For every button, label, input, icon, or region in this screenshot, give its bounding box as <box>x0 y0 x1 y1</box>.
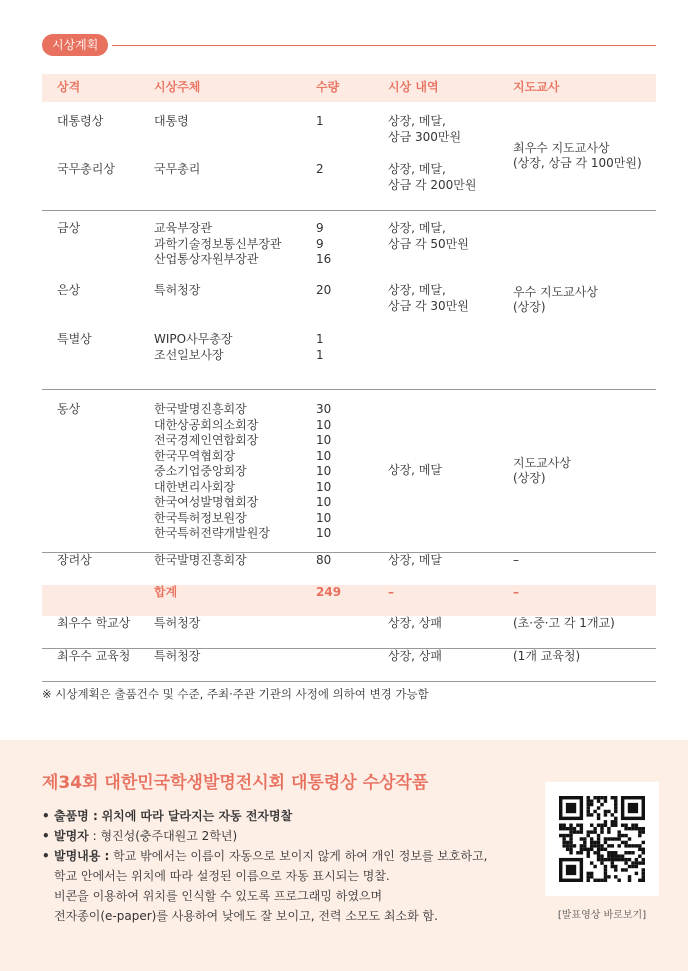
detail-line: 상장, 메달, <box>388 221 446 235</box>
winner-details <box>42 806 488 926</box>
section-header <box>42 34 656 56</box>
qty-line: 10 <box>316 448 332 463</box>
org-line: 대한상공회의소회장 <box>154 417 259 432</box>
cell-org <box>154 390 316 553</box>
org-line: 교육부장관 <box>154 221 212 235</box>
winner-desc-row <box>42 846 488 866</box>
cell-detail <box>388 273 513 327</box>
inventor-label: 발명자 <box>54 829 89 843</box>
total-label: 합계 <box>154 585 316 616</box>
table-row <box>42 553 656 586</box>
cell-detail <box>388 211 513 274</box>
section-divider <box>112 45 656 46</box>
table-header-row <box>42 74 656 102</box>
qr-code[interactable] <box>545 782 659 896</box>
org-line: 한국무역협회장 <box>154 448 236 463</box>
teacher-line: (상장) <box>513 471 546 485</box>
qty-line: 9 <box>316 221 324 235</box>
table-row <box>42 102 656 150</box>
cell-detail: 상장, 메달 <box>388 553 513 586</box>
qty-line: 10 <box>316 479 332 494</box>
cell-grade: 최우수 교육청 <box>42 649 154 682</box>
qty-line: 16 <box>316 252 332 266</box>
teacher-line: 우수 지도교사상 <box>513 284 598 299</box>
cell-org: 특허청장 <box>154 283 201 297</box>
cell-teacher <box>513 102 656 211</box>
winner-panel <box>0 740 688 971</box>
cell-org: 특허청장 <box>154 649 316 682</box>
cell-detail <box>388 327 513 390</box>
qty-line: 9 <box>316 236 324 251</box>
cell-teacher: (초·중·고 각 1개교) <box>513 616 656 649</box>
cell-grade: 동상 <box>42 390 154 553</box>
teacher-line: (상장, 상금 각 100만원) <box>513 156 642 170</box>
total-qty: 249 <box>316 585 388 616</box>
item-label: 출품명 : <box>54 809 98 823</box>
table-row <box>42 616 656 649</box>
cell-org: 국무총리 <box>154 162 201 176</box>
table-row <box>42 390 656 553</box>
teacher-line: 지도교사상 <box>513 455 571 470</box>
cell-detail: 상장, 메달 <box>388 390 513 553</box>
desc-label: 발명내용 : <box>54 849 110 863</box>
org-line: 산업통상자원부장관 <box>154 252 259 266</box>
qty-line: 10 <box>316 464 332 478</box>
footnote: ※ 시상계획은 출품건수 및 수준, 주최·주관 기관의 사정에 의하여 변경 가능함 <box>42 687 429 701</box>
table-row <box>42 211 656 274</box>
item-value: 위치에 따라 달라지는 자동 전자명찰 <box>101 809 293 823</box>
awards-table <box>42 74 656 682</box>
winner-inventor-row <box>42 826 488 846</box>
section-label: 시상계획 <box>42 34 108 56</box>
org-line: WIPO사무총장 <box>154 332 233 346</box>
cell-qty: 20 <box>316 283 332 297</box>
org-line: 과학기술정보통신부장관 <box>154 236 282 251</box>
col-header-org: 시상주체 <box>154 74 316 102</box>
org-line: 중소기업중앙회장 <box>154 464 247 478</box>
org-line: 대한변리사회장 <box>154 479 236 494</box>
cell-qty: 2 <box>316 162 324 176</box>
cell-grade: 국무총리상 <box>57 162 115 176</box>
cell-grade: 금상 <box>42 211 154 274</box>
col-header-qty: 수량 <box>316 74 388 102</box>
cell-qty <box>316 211 388 274</box>
desc-line: 학교 안에서는 위치에 따라 설정된 이름으로 자동 표시되는 명찰. <box>54 869 390 883</box>
detail-line: 상장, 메달, <box>388 162 446 176</box>
cell-grade: 장려상 <box>42 553 154 586</box>
org-line: 조선일보사장 <box>154 347 224 362</box>
qr-caption[interactable]: [발표영상 바로보기] <box>557 910 647 921</box>
winner-title: 제34회 대한민국학생발명전시회 대통령상 수상작품 <box>42 773 429 793</box>
org-line: 전국경제인연합회장 <box>154 433 259 447</box>
org-line: 한국여성발명협회장 <box>154 495 259 509</box>
bullet-icon: • <box>42 849 50 863</box>
qty-line: 1 <box>316 332 324 346</box>
org-line: 한국특허정보원장 <box>154 510 247 525</box>
col-header-detail: 시상 내역 <box>388 74 513 102</box>
cell-detail <box>388 102 513 150</box>
cell-teacher <box>513 211 656 390</box>
cell-qty <box>316 649 388 682</box>
table-row <box>42 649 656 682</box>
qty-line: 10 <box>316 433 332 447</box>
qty-line: 1 <box>316 347 324 362</box>
cell-grade: 은상 <box>57 283 81 297</box>
cell-grade <box>42 585 154 616</box>
detail-line: 상장, 메달, <box>388 283 446 297</box>
qty-line: 10 <box>316 526 332 540</box>
cell-grade: 최우수 학교상 <box>42 616 154 649</box>
cell-org: 특허청장 <box>154 616 316 649</box>
cell-qty <box>316 390 388 553</box>
detail-line: 상금 각 200만원 <box>388 177 477 192</box>
cell-teacher: – <box>513 553 656 586</box>
detail-line: 상장, 메달, <box>388 114 446 128</box>
bullet-icon: • <box>42 809 50 823</box>
qr-code-icon <box>559 796 645 882</box>
teacher-line: (상장) <box>513 300 546 314</box>
col-header-grade: 상격 <box>42 74 154 102</box>
cell-qty <box>316 327 388 390</box>
cell-detail: 상장, 상패 <box>388 616 513 649</box>
cell-teacher <box>513 390 656 553</box>
qty-line: 10 <box>316 510 332 525</box>
inventor-value: : 형진성(충주대원고 2학년) <box>88 829 238 843</box>
cell-org <box>154 327 316 390</box>
cell-teacher: (1개 교육청) <box>513 649 656 682</box>
winner-item-row <box>42 806 488 826</box>
cell-org <box>154 211 316 274</box>
bullet-icon: • <box>42 829 50 843</box>
total-row <box>42 585 656 616</box>
total-teacher: – <box>513 585 656 616</box>
cell-detail: 상장, 상패 <box>388 649 513 682</box>
cell-org: 대통령 <box>154 114 189 128</box>
cell-qty: 80 <box>316 553 388 586</box>
cell-grade: 특별상 <box>57 332 92 346</box>
detail-line: 상금 각 30만원 <box>388 298 469 313</box>
qty-line: 30 <box>316 402 332 416</box>
qty-line: 10 <box>316 495 332 509</box>
cell-qty: 1 <box>316 114 324 128</box>
teacher-line: 최우수 지도교사상 <box>513 140 610 155</box>
desc-line: 전자종이(e-paper)를 사용하여 낮에도 잘 보이고, 전력 소모도 최소화 함. <box>54 909 438 923</box>
desc-line: 학교 밖에서는 이름이 자동으로 보이지 않게 하여 개인 정보를 보호하고, <box>109 849 488 863</box>
org-line: 한국발명진흥회장 <box>154 402 247 416</box>
desc-line: 비콘을 이용하여 위치를 인식할 수 있도록 프로그래밍 하였으며 <box>54 889 383 903</box>
cell-grade: 대통령상 <box>57 114 104 128</box>
total-detail: – <box>388 585 513 616</box>
qty-line: 10 <box>316 417 332 432</box>
cell-org: 한국발명진흥회장 <box>154 553 316 586</box>
col-header-teacher: 지도교사 <box>513 74 656 102</box>
cell-detail <box>388 150 513 211</box>
detail-line: 상금 300만원 <box>388 129 462 144</box>
detail-line: 상금 각 50만원 <box>388 236 469 251</box>
cell-qty <box>316 616 388 649</box>
org-line: 한국특허전략개발원장 <box>154 526 270 540</box>
